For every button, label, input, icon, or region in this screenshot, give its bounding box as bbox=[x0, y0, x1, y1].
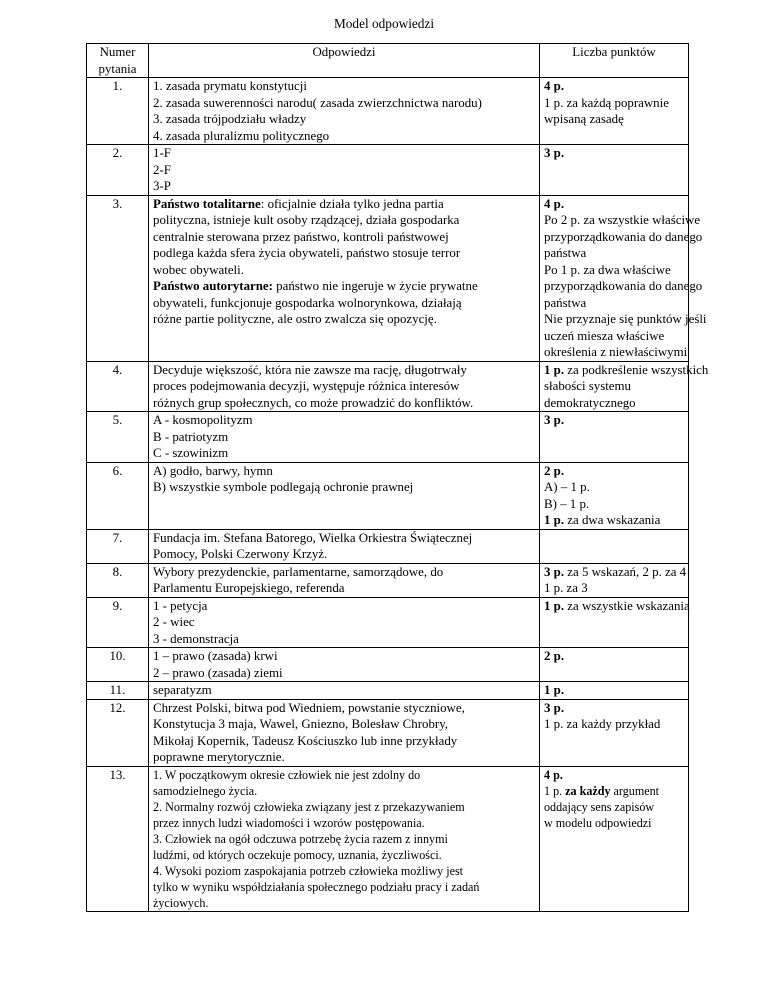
question-number: 11. bbox=[87, 682, 149, 700]
table-row bbox=[87, 78, 689, 145]
page-title: Model odpowiedzi bbox=[333, 16, 435, 31]
points-cell: 4 p. 1 p. za każdą poprawnie wpisaną zasadę bbox=[540, 78, 689, 145]
totalitarian-label: Państwo totalitarne bbox=[153, 196, 261, 211]
table-row bbox=[87, 597, 689, 648]
answer-cell: Decyduje większość, która nie zawsze ma rację, długotrwały proces podejmowania decyzji, występuje różnica interesów różnych grup społecznych, co może prowadzić do konfliktów. bbox=[149, 361, 540, 412]
table-header-row bbox=[87, 44, 689, 78]
answer-cell: 1. zasada prymatu konstytucji 2. zasada suwerenności narodu( zasada zwierzchnictwa narodu) 3. zasada trójpodziału władzy 4. zasada pluralizmu politycznego bbox=[149, 78, 540, 145]
points-cell bbox=[540, 529, 689, 563]
question-number: 1. bbox=[87, 78, 149, 145]
authoritarian-label: Państwo autorytarne: bbox=[153, 279, 273, 293]
points-cell: 1 p. za podkreślenie wszystkich słabości systemu demokratycznego bbox=[540, 361, 689, 412]
table-row bbox=[87, 529, 689, 563]
answer-cell: 1. W początkowym okresie człowiek nie jest zdolny do samodzielnego życia. 2. Normalny rozwój człowieka związany jest z przekazywaniem przez innych ludzi wiadomości i wzorów postępowania. 3. Człowiek na ogół odczuwa potrzebę życia razem z innymi ludźmi, od których oczekuje pomocy, uznania, życzliwości. 4. Wysoki poziom zaspokajania potrzeb człowieka możliwy jest tylko w wyniku współdziałania społecznego podziału pracy i zadań życiowych. bbox=[149, 766, 540, 911]
question-number: 13. bbox=[87, 766, 149, 911]
points-cell: 4 p. Po 2 p. za wszystkie właściwe przyporządkowania do danego państwa Po 1 p. za dwa właściwe przyporządkowania do danego państwa Nie przyznaje się punktów jeśli uczeń miesza właściwe określenia z niewłaściwymi bbox=[540, 195, 689, 361]
question-number: 6. bbox=[87, 462, 149, 529]
answer-cell: Państwo totalitarne: oficjalnie działa tylko jedna partia polityczna, istnieje kult osoby rządzącej, działa gospodarka centralnie sterowana przez państwo, kontroli państwowej podlega każda sfera życia obywateli, państwo stosuje terror wobec obywateli. Państwo autorytarne: państwo nie ingeruje w życie prywatne obywateli, funkcjonuje gospodarka wolnorynkowa, działają różne partie polityczne, ale ostro zwalcza się opozycję. bbox=[149, 195, 540, 361]
points-cell: 3 p. bbox=[540, 412, 689, 463]
question-number: 7. bbox=[87, 529, 149, 563]
table-row bbox=[87, 195, 689, 361]
answer-cell: separatyzm bbox=[149, 682, 540, 700]
answer-cell: A) godło, barwy, hymn B) wszystkie symbole podlegają ochronie prawnej bbox=[149, 462, 540, 529]
answer-key-table bbox=[86, 43, 709, 912]
header-points: Liczba punktów bbox=[540, 44, 689, 78]
answer-cell: Wybory prezydenckie, parlamentarne, samorządowe, do Parlamentu Europejskiego, referenda bbox=[149, 563, 540, 597]
table-row bbox=[87, 462, 689, 529]
table-row bbox=[87, 766, 689, 911]
points-cell: 3 p. 1 p. za każdy przykład bbox=[540, 699, 689, 766]
table-row bbox=[87, 361, 689, 412]
table-row bbox=[87, 699, 689, 766]
table-row bbox=[87, 412, 689, 463]
points-cell: 1 p. za wszystkie wskazania bbox=[540, 597, 689, 648]
question-number: 4. bbox=[87, 361, 149, 412]
question-number: 12. bbox=[87, 699, 149, 766]
points-cell: 3 p. za 5 wskazań, 2 p. za 4 1 p. za 3 bbox=[540, 563, 689, 597]
question-number: 2. bbox=[87, 145, 149, 196]
question-number: 8. bbox=[87, 563, 149, 597]
header-question-number: Numer pytania bbox=[87, 44, 149, 78]
answer-cell: A - kosmopolityzm B - patriotyzm C - szowinizm bbox=[149, 412, 540, 463]
answer-cell: 1-F 2-F 3-P bbox=[149, 145, 540, 196]
answer-cell: 1 - petycja 2 - wiec 3 - demonstracja bbox=[149, 597, 540, 648]
points-cell: 1 p. bbox=[540, 682, 689, 700]
question-number: 9. bbox=[87, 597, 149, 648]
table-row bbox=[87, 563, 689, 597]
answer-cell: Chrzest Polski, bitwa pod Wiedniem, powstanie styczniowe, Konstytucja 3 maja, Wawel, Gniezno, Bolesław Chrobry, Mikołaj Kopernik, Tadeusz Kościuszko lub inne przykłady poprawne merytorycznie. bbox=[149, 699, 540, 766]
question-number: 5. bbox=[87, 412, 149, 463]
points-cell: 4 p. 1 p. za każdy argument oddający sens zapisów w modelu odpowiedzi bbox=[540, 766, 689, 911]
header-answers: Odpowiedzi bbox=[149, 44, 540, 78]
answer-cell: Fundacja im. Stefana Batorego, Wielka Orkiestra Świątecznej Pomocy, Polski Czerwony Krzyż. bbox=[149, 529, 540, 563]
answer-cell: 1 – prawo (zasada) krwi 2 – prawo (zasada) ziemi bbox=[149, 648, 540, 682]
points-cell: 2 p. bbox=[540, 648, 689, 682]
points-cell: 2 p. A) – 1 p. B) – 1 p. 1 p. za dwa wskazania bbox=[540, 462, 689, 529]
table-row bbox=[87, 682, 689, 700]
question-number: 10. bbox=[87, 648, 149, 682]
table-row bbox=[87, 145, 689, 196]
question-number: 3. bbox=[87, 195, 149, 361]
points-cell: 3 p. bbox=[540, 145, 689, 196]
table-row bbox=[87, 648, 689, 682]
